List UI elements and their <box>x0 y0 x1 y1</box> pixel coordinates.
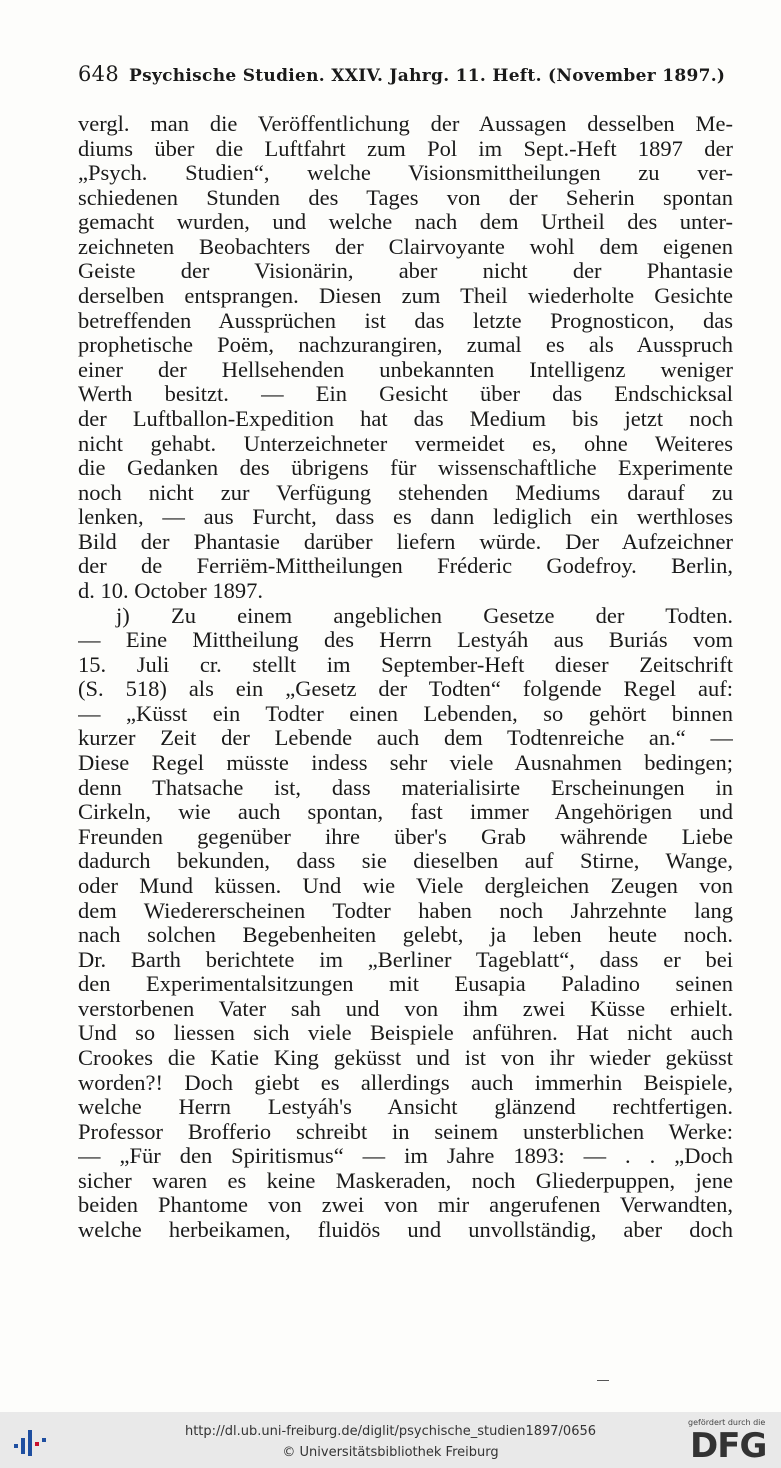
text-line: — „Küsst ein Todter einen Lebenden, so gehört binnen <box>78 701 733 726</box>
dfg-logo-icon: DFG <box>690 1426 767 1466</box>
text-line: sicher waren es keine Maskeraden, noch Gliederpuppen, jene <box>78 1168 733 1193</box>
text-line: welche Herrn Lestyáh's Ansicht glänzend rechtfertigen. <box>78 1095 733 1120</box>
text-line: vergl. man die Veröffentlichung der Aussagen desselben Me- <box>78 112 733 136</box>
copyright-notice: © Universitätsbibliothek Freiburg <box>282 1445 499 1460</box>
text-line: 15. Juli cr. stellt im September-Heft dieser Zeitschrift <box>78 652 733 677</box>
text-line: beiden Phantome von zwei von mir angerufenen Verwandten, <box>78 1193 733 1218</box>
text-line: Und so liessen sich viele Beispiele anführen. Hat nicht auch <box>78 1021 733 1046</box>
text-line: d. 10. October 1897. <box>78 578 263 603</box>
text-line: denn Thatsache ist, dass materialisirte Erscheinungen in <box>78 775 733 800</box>
body-text <box>78 112 733 1243</box>
text-line: — Eine Mittheilung des Herrn Lestyáh aus Buriás vom <box>78 628 733 653</box>
dfg-caption: gefördert durch die <box>688 1418 766 1427</box>
text-line: — „Für den Spiritismus“ — im Jahre 1893: — . . „Doch <box>78 1144 733 1169</box>
text-line: (S. 518) als ein „Gesetz der Todten“ folgende Regel auf: <box>78 677 733 702</box>
text-line: lenken, — aus Furcht, dass es dann lediglich ein werthloses <box>78 505 733 530</box>
text-line: den Experimentalsitzungen mit Eusapia Paladino seinen <box>78 972 733 997</box>
running-title: Psychische Studien. XXIV. Jahrg. 11. Heft. (November 1897.) <box>128 66 726 86</box>
text-line: Dr. Barth berichtete im „Berliner Tageblatt“, dass er bei <box>78 947 733 972</box>
text-line: kurzer Zeit der Lebende auch dem Todtenreiche an.“ — <box>78 726 733 751</box>
text-line: nicht gehabt. Unterzeichneter vermeidet es, ohne Weiteres <box>78 431 733 456</box>
text-line: nach solchen Begebenheiten gelebt, ja leben heute noch. <box>78 923 733 948</box>
text-line: der Luftballon-Expedition hat das Medium bis jetzt noch <box>78 406 733 431</box>
page-number: 648 <box>78 62 119 86</box>
text-line: der de Ferriëm-Mittheilungen Fréderic Godefroy. Berlin, <box>78 554 733 579</box>
text-line: gemacht wurden, und welche nach dem Urtheil des unter- <box>78 210 733 235</box>
text-line: Freunden gegenüber ihre über's Grab währende Liebe <box>78 824 733 849</box>
text-line: Crookes die Katie King geküsst und ist von ihr wieder geküsst <box>78 1045 733 1070</box>
text-line: dem Wiedererscheinen Todter haben noch Jahrzehnte lang <box>78 898 733 923</box>
text-line: Cirkeln, wie auch spontan, fast immer Angehörigen und <box>78 800 733 825</box>
text-line: die Gedanken des übrigens für wissenschaftliche Experimente <box>78 456 733 481</box>
text-line: noch nicht zur Verfügung stehenden Mediums darauf zu <box>78 480 733 505</box>
text-line: prophetische Poëm, nachzurangiren, zumal es als Ausspruch <box>78 333 733 358</box>
viewer-footer <box>0 1412 781 1468</box>
text-line: worden?! Doch giebt es allerdings auch immerhin Beispiele, <box>78 1070 733 1095</box>
page-mark <box>597 1380 609 1381</box>
text-line: betreffenden Aussprüchen ist das letzte Prognosticon, das <box>78 308 733 333</box>
text-line: schiedenen Stunden des Tages von der Seherin spontan <box>78 185 733 210</box>
running-header <box>78 62 733 86</box>
text-line: Werth besitzt. — Ein Gesicht über das Endschicksal <box>78 382 733 407</box>
text-line: Diese Regel müsste indess sehr viele Ausnahmen bedingen; <box>78 751 733 776</box>
text-line: diums über die Luftfahrt zum Pol im Sept.-Heft 1897 der <box>78 136 733 161</box>
text-line: derselben entsprangen. Diesen zum Theil wiederholte Gesichte <box>78 284 733 309</box>
text-line: „Psych. Studien“, welche Visionsmittheilungen zu ver- <box>78 161 733 186</box>
text-line: Geiste der Visionärin, aber nicht der Phantasie <box>78 259 733 284</box>
text-line: Bild der Phantasie darüber liefern würde. Der Aufzeichner <box>78 529 733 554</box>
text-line: welche herbeikamen, fluidös und unvollständig, aber doch <box>78 1218 733 1243</box>
text-line: verstorbenen Vater sah und von ihm zwei Küsse erhielt. <box>78 996 733 1021</box>
text-line: Professor Brofferio schreibt in seinem unsterblichen Werke: <box>78 1119 733 1144</box>
section-heading-line: j) Zu einem angeblichen Gesetze der Todten. <box>116 603 733 628</box>
text-line: einer der Hellsehenden unbekannten Intelligenz weniger <box>78 357 733 382</box>
permalink-url[interactable]: http://dl.ub.uni-freiburg.de/diglit/psychische_studien1897/0656 <box>184 1424 597 1439</box>
text-line: dadurch bekunden, dass sie dieselben auf Stirne, Wange, <box>78 849 733 874</box>
text-line: oder Mund küssen. Und wie Viele dergleichen Zeugen von <box>78 873 733 898</box>
text-line: zeichneten Beobachters der Clairvoyante wohl dem eigenen <box>78 234 733 259</box>
